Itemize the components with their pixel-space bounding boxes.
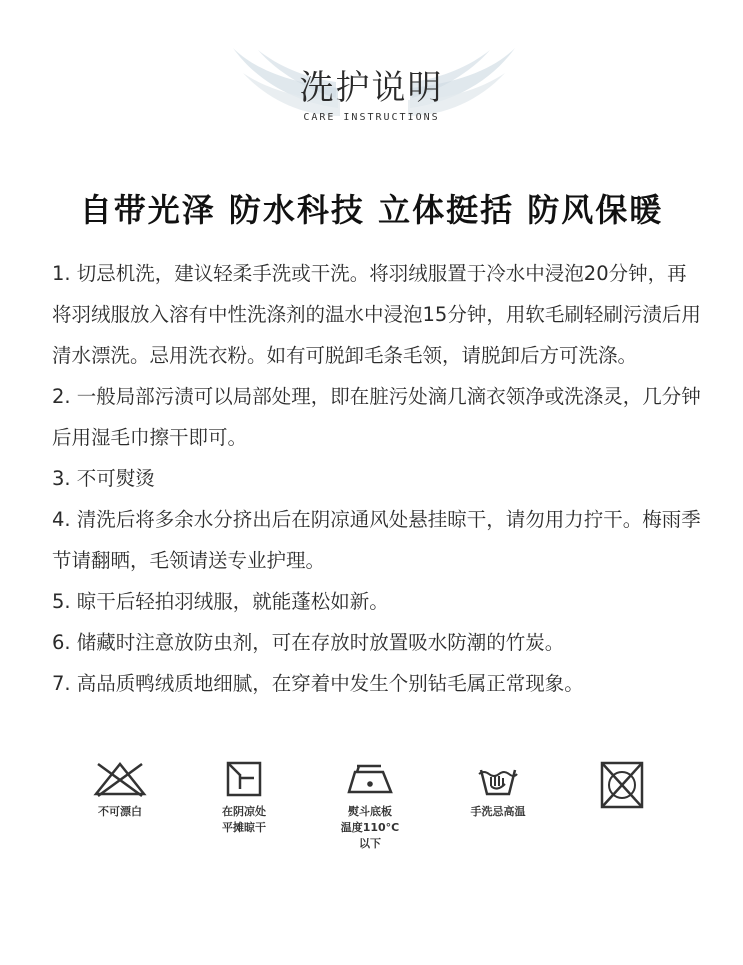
care-icon-group [320, 760, 420, 852]
instruction-item: 4. 清洗后将多余水分挤出后在阴凉通风处悬挂晾干，请勿用力拧干。梅雨季节请翻晒，毛领请送专业护理。 [52, 508, 701, 572]
care-icon-label: 手洗忌高温 [470, 805, 526, 818]
instruction-item: 7. 高品质鸭绒质地细腻，在穿着中发生个别钻毛属正常现象。 [52, 672, 584, 695]
header [0, 30, 743, 140]
care-icon-group [194, 760, 294, 836]
slogan: 自带光泽 防水科技 立体挺括 防风保暖 [79, 191, 664, 229]
care-icon-group [448, 760, 548, 820]
care-icon-label: 在阴凉处 平摊晾干 [222, 805, 266, 834]
instruction-item: 6. 储藏时注意放防虫剂，可在存放时放置吸水防潮的竹炭。 [52, 631, 565, 654]
page-title: 洗护说明 [299, 68, 444, 108]
care-icon-label: 熨斗底板 温度110°C 以下 [340, 805, 400, 850]
iron-icon [343, 760, 397, 798]
care-icon-group [70, 760, 170, 820]
instructions-list [52, 253, 702, 704]
no-tumble-dry-icon [599, 760, 645, 812]
instruction-item: 2. 一般局部污渍可以局部处理，即在脏污处滴几滴衣领净或洗涤灵，几分钟后用湿毛巾擦干即可。 [52, 385, 701, 449]
care-icon-label: 不可漂白 [98, 805, 142, 818]
instruction-item: 3. 不可熨烫 [52, 467, 155, 490]
instruction-item: 5. 晾干后轻拍羽绒服，就能蓬松如新。 [52, 590, 389, 613]
shade-dry-icon [224, 760, 264, 798]
care-icons [0, 760, 743, 870]
instruction-item: 1. 切忌机洗，建议轻柔手洗或干洗。将羽绒服置于冷水中浸泡20分钟，再将羽绒服放入溶有中性洗涤剂的温水中浸泡15分钟，用软毛刷轻刷污渍后用清水漂洗。忌用洗衣粉。如有可脱卸毛条毛领，请脱卸后方可洗涤。 [52, 262, 701, 367]
care-icon-group [572, 760, 672, 812]
hand-wash-icon [475, 760, 521, 798]
page-subtitle: CARE INSTRUCTIONS [303, 112, 440, 123]
no-bleach-icon [92, 760, 148, 798]
